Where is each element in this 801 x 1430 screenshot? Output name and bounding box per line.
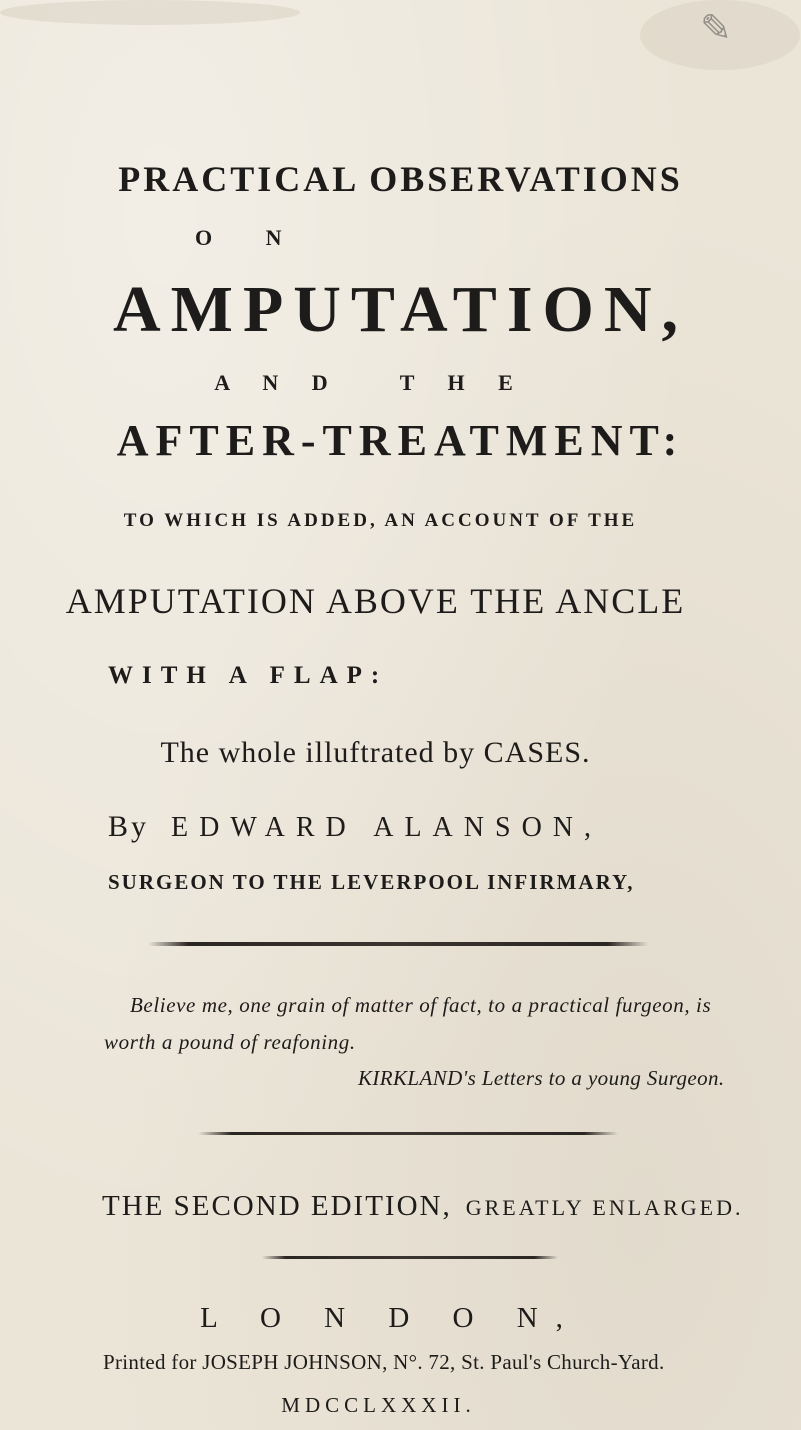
epigraph-source: KIRKLAND's Letters to a young Surgeon. — [358, 1066, 725, 1090]
epigraph-line-1: Believe me, one grain of matter of fact, to a practical furgeon, is — [130, 993, 712, 1017]
title-line-illustrated-by-cases: The whole illuftrated by CASES. — [160, 736, 591, 769]
imprint-city: L O N D O N, — [200, 1302, 581, 1334]
author-by: By — [108, 810, 150, 843]
divider-rule — [262, 1256, 558, 1259]
title-line-amputation: AMPUTATION, — [112, 273, 689, 346]
title-line-with-a-flap: WITH A FLAP: — [108, 662, 389, 689]
divider-rule — [198, 1132, 618, 1135]
title-line-amputation-above-ancle: AMPUTATION ABOVE THE ANCLE — [65, 581, 686, 621]
edition-main: THE SECOND EDITION, — [102, 1190, 452, 1222]
imprint-printer: Printed for JOSEPH JOHNSON, N°. 72, St. Paul's Church-Yard. — [103, 1350, 665, 1374]
title-line-to-which: TO WHICH IS ADDED, AN ACCOUNT OF THE — [123, 510, 638, 531]
imprint-year: MDCCLXXXII. — [281, 1393, 476, 1417]
title-line-after-treatment: AFTER-TREATMENT: — [116, 416, 685, 465]
title-line-practical-observations: PRACTICAL OBSERVATIONS — [118, 159, 683, 199]
author-name: EDWARD ALANSON, — [171, 812, 603, 843]
author-line — [108, 810, 728, 844]
title-line-and-the: A N D T H E — [214, 370, 527, 395]
author-title: SURGEON TO THE LEVERPOOL INFIRMARY, — [108, 870, 635, 894]
title-line-on: O N — [195, 225, 306, 250]
edition-line — [102, 1190, 792, 1223]
paper-stain — [0, 0, 300, 25]
divider-rule — [148, 942, 648, 946]
edition-sub: GREATLY ENLARGED. — [465, 1195, 744, 1220]
epigraph-line-2: worth a pound of reafoning. — [104, 1030, 356, 1054]
ink-blot-mark: ✎ — [700, 6, 728, 50]
